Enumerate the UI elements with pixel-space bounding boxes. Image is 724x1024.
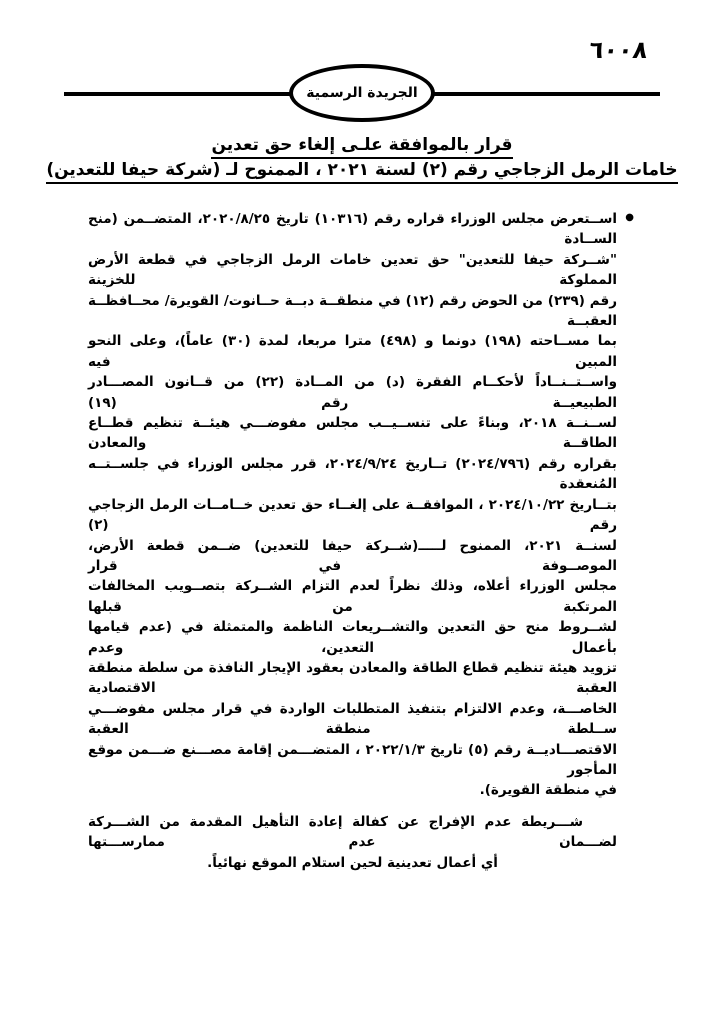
decision-paragraph <box>88 209 634 801</box>
body-line: بتــاريخ ٢٠٢٤/١٠/٢٢ ، الموافقــة على إلغــاء حق تعدين خــامــات الرمل الزجاجي رقم (٢) <box>88 496 617 534</box>
body-line: الاقتصـــاديــة رقم (٥) تاريخ ٢٠٢٢/١/٣ ، المتضـــمن إقامة مصـــنع ضـــمن موقع المأجور <box>88 741 618 778</box>
body-line: في منطقة القويرة). <box>479 782 617 799</box>
body-line: بما مســاحته (١٩٨) دونما و (٤٩٨) مترا مربعا، لمدة (٣٠) عاماً)، وعلى النحو المبين فيه <box>88 333 617 370</box>
body-line: "شــركة حيفا للتعدين" حق تعدين خامات الرمل الزجاجي في قطعة الأرض المملوكة للخزينة <box>88 251 617 289</box>
closing-line: أي أعمال تعدينية لحين استلام الموقع نهائياً. <box>207 854 498 871</box>
decision-title-line-2: خامات الرمل الزجاجي رقم (٢) لسنة ٢٠٢١ ، الممنوح لـ (شركة حيفا للتعدين) <box>0 160 724 180</box>
body-line: مجلس الوزراء أعلاه، وذلك نظراً لعدم التزام الشــركة بتصــويب المخالفات المرتكبة من قبلها <box>88 578 617 615</box>
body-line: الخاصـــة، وعدم الالتزام بتنفيذ المتطلبات الواردة في قرار مجلس مفوضـــي ســلطة منطقة العقبة <box>88 700 617 738</box>
body-line: رقم (٢٣٩) من الحوض رقم (١٢) في منطقــة دبــة حــانوت/ القويرة/ محــافظــة العقبــة <box>88 292 617 330</box>
decision-title-line-1: قرار بالموافقة علـى إلغاء حق تعدين <box>0 135 724 155</box>
body-line: لسنــة ٢٠٢١، الممنوح لـــــ(شــركة حيفا للتعدين) ضــمن قطعة الأرض، الموصــوفة في قرار <box>88 537 617 574</box>
body-line: لشــروط منح حق التعدين والتشــريعات الناظمة والمتمثلة في (عدم قيامها بأعمال التعدين، وعدم <box>88 619 617 656</box>
body-line: تزويد هيئة تنظيم قطاع الطاقة والمعادن بعقود الإيجار النافذة من سلطة منطقة العقبة الاقتصادية <box>88 659 617 697</box>
page-number: ٦٠٠٨ <box>587 36 650 64</box>
masthead-badge <box>289 64 435 122</box>
closing-paragraph <box>88 812 634 873</box>
body-line: واســتــنــاداً لأحكــام الفقرة (د) من المــادة (٢٢) من قــانون المصـــادر الطبيعيــة رقم (١٩) <box>88 374 617 411</box>
masthead-title: الجريدة الرسمية <box>306 85 418 101</box>
body-line: بقراره رقم (٢٠٢٤/٧٩٦) تــاريخ ٢٠٢٤/٩/٢٤، قرر مجلس الوزراء في جلســتــه المُنعقدة <box>88 455 617 493</box>
decision-body <box>88 209 634 873</box>
closing-line: شـــريطة عدم الإفراج عن كفالة إعادة التأهيل المقدمة من الشـــركة لضـــمان عدم ممارســـتها <box>88 813 617 851</box>
body-line: اســتعرض مجلس الوزراء قراره رقم (١٠٣١٦) تاريخ ٢٠٢٠/٨/٢٥، المتضــمن (منح الســادة <box>88 211 617 248</box>
body-line: لســنــة ٢٠١٨، وبناءً على تنســيــب مجلس مفوضـــي هيئــة تنظيم قطــاع الطاقــة والمعادن <box>88 415 617 452</box>
bullet-icon: ● <box>625 212 634 223</box>
